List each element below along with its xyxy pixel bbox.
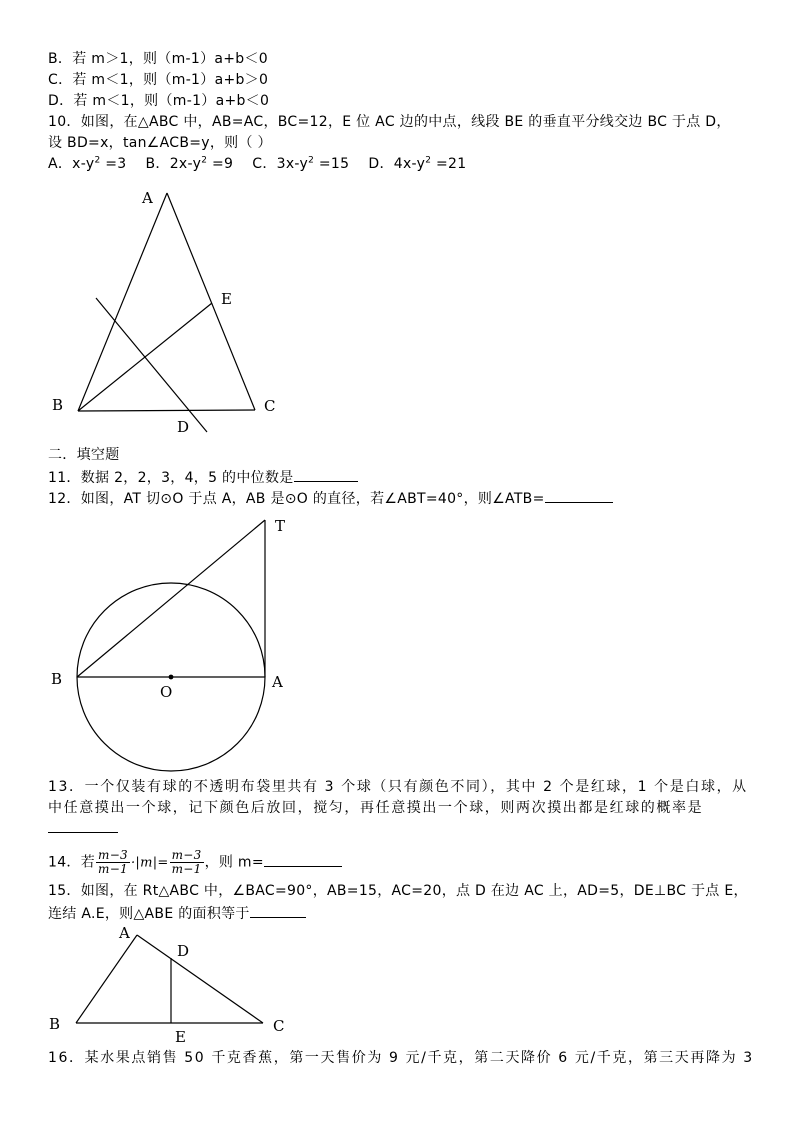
question-11: 11．数据 2，2，3，4，5 的中位数是 [48, 467, 358, 487]
side-ab3 [76, 935, 137, 1023]
label-d3: D [177, 942, 190, 960]
label-c: C [264, 397, 276, 415]
question-10-line-1: 10．如图，在△ABC 中，AB=AC，BC=12，E 位 AC 边的中点，线段 BE 的垂直平分线交边 BC 于点 D， [48, 114, 731, 130]
q10-option-a: A．$x-y^2 =3$ [48, 155, 127, 172]
label-b3: B [49, 1015, 61, 1033]
question-16: 16．某水果点销售 50 千克香蕉，第一天售价为 9 元/千克，第二天降价 6 元/千克，第三天再降为 3 [48, 1050, 754, 1066]
section-title-fill-in: 二．填空题 [48, 447, 120, 463]
label-b: B [52, 396, 64, 414]
question-10-line-2: 设 BD=x，tan∠ACB=y，则（ ） [48, 135, 272, 151]
label-a2: A [272, 673, 283, 691]
question-12: 12．如图，AT 切⊙O 于点 A，AB 是⊙O 的直径，若∠ABT=40°，则∠ATB= [48, 488, 613, 508]
q10-option-b: B．$2x-y^2 =9$ [145, 155, 234, 172]
label-e: E [221, 290, 232, 308]
fraction-left: $\frac{m-3}{m-1}$ [98, 848, 128, 876]
label-a3: A [119, 924, 130, 942]
q10-option-c: C．$3x-y^2 =15$ [252, 155, 350, 172]
option-b: B．若 m＞1，则（m-1）a+b＜0 [48, 51, 268, 67]
q10-option-d: D．$4x-y^2 =21$ [368, 155, 467, 172]
label-d: D [177, 418, 190, 436]
label-a: A [142, 189, 153, 207]
option-d: D．若 m＜1，则（m-1）a+b＜0 [48, 93, 270, 109]
question-14: 14．若 $\frac{m-3}{m-1}$ ·|m|= $\frac{m-3}{m-1}$ ，则 m= [48, 849, 342, 876]
fraction-right: $\frac{m-3}{m-1}$ [171, 848, 202, 876]
question-15-line-1: 15．如图，在 Rt△ABC 中，∠BAC=90°，AB=15，AC=20，点 D 在边 AC 上，AD=5，DE⊥BC 于点 E， [48, 883, 748, 899]
label-b2: B [51, 670, 63, 688]
label-c3: C [273, 1017, 285, 1035]
question-13-line-2: 中任意摸出一个球，记下颜色后放回，搅匀，再任意摸出一个球，则两次摸出都是红球的概率是 [48, 800, 704, 816]
side-ac3 [137, 935, 263, 1023]
option-c: C．若 m＜1，则（m-1）a+b＞0 [48, 72, 269, 88]
label-o: O [160, 683, 173, 701]
question-13-line-1: 13．一个仅装有球的不透明布袋里共有 3 个球（只有颜色不同），其中 2 个是红球，1 个是白球，从 [48, 779, 748, 795]
label-e3: E [175, 1028, 186, 1046]
question-15-line-2: 连结 A.E，则△ABE 的面积等于 [48, 903, 306, 923]
label-t: T [275, 517, 286, 535]
